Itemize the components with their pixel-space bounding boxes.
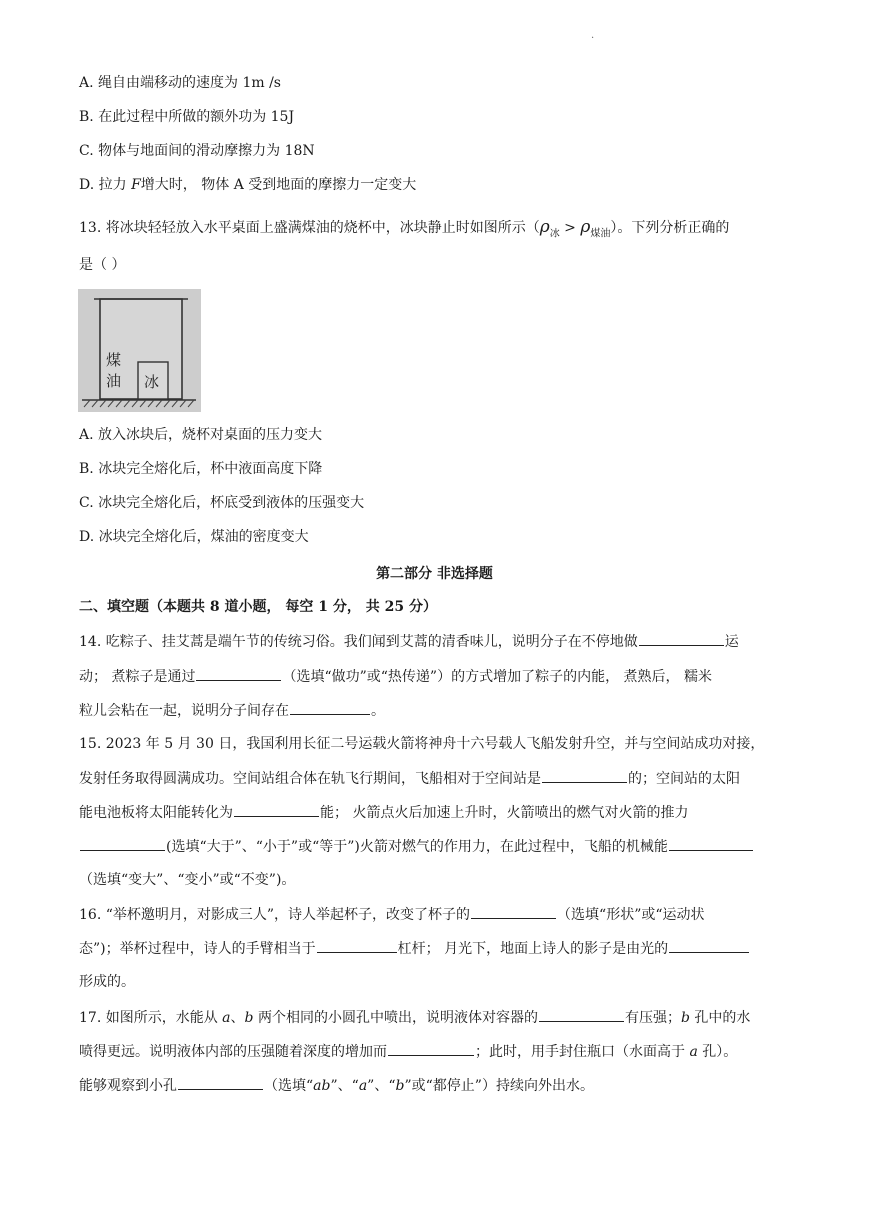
q17-text-1e: 孔中的水 bbox=[689, 1010, 751, 1026]
q14-blank-1 bbox=[639, 631, 724, 646]
q13-figure bbox=[78, 289, 201, 412]
q13-stem-b: ）。下列分析正确的 bbox=[610, 220, 730, 236]
q12-d-prefix: D. 拉力 bbox=[79, 177, 132, 193]
q14-line-2 bbox=[79, 666, 712, 687]
q17-blank-1 bbox=[539, 1007, 624, 1022]
q17-text-1c: 两个相同的小圆孔中喷出，说明液体对容器的 bbox=[253, 1010, 538, 1026]
q13-option-d: D. 冰块完全熔化后，煤油的密度变大 bbox=[79, 529, 309, 545]
q15-text-3a: 能电池板将太阳能转化为 bbox=[79, 805, 233, 821]
q14-blank-2 bbox=[196, 666, 281, 681]
q15-line-4 bbox=[79, 836, 754, 857]
q15-line-2 bbox=[79, 768, 740, 789]
q15-blank-3 bbox=[80, 836, 165, 851]
q17-var-b3: b bbox=[395, 1078, 405, 1094]
q16-text-1b: （选填“形状”或“运动状 bbox=[557, 907, 705, 923]
q17-text-3e: ”或“都停止”）持续向外出水。 bbox=[404, 1078, 594, 1094]
q17-var-b: b bbox=[244, 1010, 254, 1026]
q16-blank-3 bbox=[669, 938, 749, 953]
q14-text-1a: 14. 吃粽子、挂艾蒿是端午节的传统习俗。我们闻到艾蒿的清香味儿，说明分子在不停地做 bbox=[79, 634, 638, 650]
q12-option-d bbox=[79, 175, 416, 195]
q17-text-2c: 孔）。 bbox=[697, 1044, 738, 1060]
q16-line-3: 形成的。 bbox=[79, 974, 135, 990]
q17-blank-3 bbox=[178, 1075, 263, 1090]
q16-line-2 bbox=[79, 938, 750, 959]
q16-blank-1 bbox=[471, 904, 556, 919]
rho-ice-sub: 冰 bbox=[549, 228, 560, 240]
q14-text-2b: （选填“做功”或“热传递”）的方式增加了粽子的内能， 煮熟后， 糯米 bbox=[282, 669, 712, 685]
q13-option-b: B. 冰块完全熔化后，杯中液面高度下降 bbox=[79, 461, 323, 477]
q13-stem-c: 是（ ） bbox=[79, 257, 126, 273]
q15-blank-4 bbox=[669, 836, 753, 851]
q17-line-1 bbox=[79, 1007, 750, 1028]
q12-option-a: A. 绳自由端移动的速度为 1m /s bbox=[79, 75, 281, 91]
q15-line-5: （选填“变大”、“变小”或“不变”)。 bbox=[79, 872, 296, 888]
q15-blank-2 bbox=[234, 802, 319, 817]
q16-line-1 bbox=[79, 904, 705, 925]
q17-text-3a: 能够观察到小孔 bbox=[79, 1078, 177, 1094]
q17-text-3d: ”、“ bbox=[367, 1078, 396, 1094]
q14-text-3a: 粒儿会粘在一起，说明分子间存在 bbox=[79, 703, 289, 719]
q15-line-3 bbox=[79, 802, 688, 823]
q16-text-1a: 16. “举杯邀明月，对影成三人”，诗人举起杯子，改变了杯子的 bbox=[79, 907, 471, 923]
q14-blank-3 bbox=[290, 700, 370, 715]
q13-option-c: C. 冰块完全熔化后，杯底受到液体的压强变大 bbox=[79, 495, 365, 511]
header-mark: . bbox=[591, 30, 595, 41]
q12-d-var: F bbox=[131, 177, 141, 193]
gt-sign: > bbox=[559, 220, 581, 236]
q17-text-3c: ”、“ bbox=[330, 1078, 359, 1094]
q12-option-b: B. 在此过程中所做的额外功为 15J bbox=[79, 109, 295, 125]
q13-formula bbox=[539, 217, 611, 240]
q14-text-3b: 。 bbox=[371, 703, 385, 719]
q12-option-c: C. 物体与地面间的滑动摩擦力为 18N bbox=[79, 143, 315, 159]
q12-d-suffix: 增大时， 物体 A 受到地面的摩擦力一定变大 bbox=[140, 177, 417, 193]
q14-text-1b: 运 bbox=[724, 634, 739, 650]
q15-text-4: (选填“大于”、“小于”或“等于”)火箭对燃气的作用力，在此过程中，飞船的机械能 bbox=[166, 839, 668, 855]
q17-var-a: a bbox=[222, 1010, 231, 1026]
q15-line-1: 15. 2023 年 5 月 30 日，我国利用长征二号运载火箭将神舟十六号载人飞船发射升空，并与空间站成功对接， bbox=[79, 736, 765, 752]
q17-text-1a: 17. 如图所示，水能从 bbox=[79, 1010, 223, 1026]
label-oil-1: 煤 bbox=[106, 351, 122, 369]
section2-title: 二、填空题（本题共 8 道小题， 每空 1 分， 共 25 分） bbox=[79, 599, 437, 615]
q17-var-a3: a bbox=[358, 1078, 368, 1094]
q16-text-2a: 态”)；举杯过程中，诗人的手臂相当于 bbox=[79, 941, 316, 957]
q17-var-ab: ab bbox=[313, 1078, 331, 1094]
q16-blank-2 bbox=[317, 938, 397, 953]
q15-text-2b: 的；空间站的太阳 bbox=[628, 771, 740, 787]
q14-line-1 bbox=[79, 631, 739, 652]
q15-blank-1 bbox=[542, 768, 627, 783]
q15-text-2a: 发射任务取得圆满成功。空间站组合体在轨飞行期间，飞船相对于空间站是 bbox=[79, 771, 541, 787]
label-oil-2: 油 bbox=[106, 372, 122, 390]
q17-text-1d: 有压强； bbox=[624, 1010, 681, 1026]
rho-2: ρ bbox=[580, 217, 591, 237]
q17-line-2 bbox=[79, 1041, 737, 1062]
q17-text-3b: （选填“ bbox=[264, 1078, 314, 1094]
q17-blank-2 bbox=[388, 1041, 474, 1056]
beaker-diagram bbox=[78, 289, 201, 412]
q15-text-3b: 能； 火箭点火后加速上升时，火箭喷出的燃气对火箭的推力 bbox=[320, 805, 689, 821]
q14-line-3 bbox=[79, 700, 385, 721]
q17-text-2b: ；此时，用手封住瓶口（水面高于 bbox=[475, 1044, 690, 1060]
q17-text-1b: 、 bbox=[230, 1010, 245, 1026]
q17-var-b2: b bbox=[680, 1010, 690, 1026]
q13-stem bbox=[79, 216, 729, 245]
label-ice: 冰 bbox=[144, 373, 160, 391]
q17-line-3 bbox=[79, 1075, 594, 1096]
q16-text-2b: 杠杆； 月光下，地面上诗人的影子是由光的 bbox=[397, 941, 669, 957]
q17-var-a2: a bbox=[689, 1044, 698, 1060]
q14-text-2a: 动； 煮粽子是通过 bbox=[79, 669, 196, 685]
rho-1: ρ bbox=[539, 217, 550, 237]
q13-option-a: A. 放入冰块后，烧杯对桌面的压力变大 bbox=[79, 427, 323, 443]
rho-oil-sub: 煤油 bbox=[590, 228, 611, 240]
part2-title: 第二部分 非选择题 bbox=[376, 566, 493, 582]
q13-stem-a: 13. 将冰块轻轻放入水平桌面上盛满煤油的烧杯中，冰块静止时如图所示（ bbox=[79, 220, 540, 236]
q17-text-2a: 喷得更远。说明液体内部的压强随着深度的增加而 bbox=[79, 1044, 387, 1060]
